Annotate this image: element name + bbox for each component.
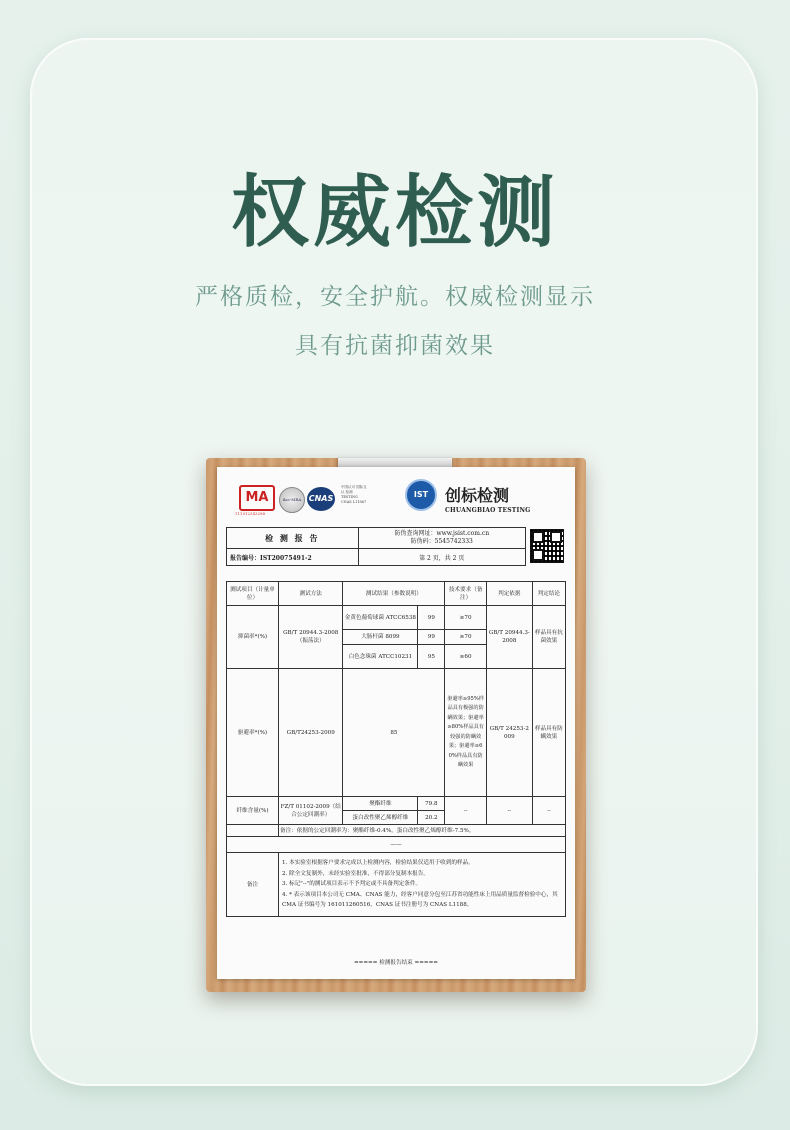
remarks-cell [278,853,565,917]
remarks-label: 备注 [227,853,279,917]
strain-requirement: ≥70 [445,606,487,630]
subtitle-line-1: 严格质检，安全护航。权威检测显示 [195,284,595,310]
verify-code: 防伪码：5545742333 [410,538,473,545]
separator-line: —— [390,841,402,848]
strain-name: 金黄色葡萄球菌 ATCC6538 [343,606,418,630]
cma-number: 111012343288 [235,512,266,516]
mite-basis: GB/T 24253-2009 [486,669,532,797]
remark-line: 4. * 表示该项目本公司无 CMA、CNAS 能力，经客户同意分包至江苏省功能性床上用品质量监督检验中心，其 CMA 证书编号为 161011260516，CNAS 证书注册号为 CNAS L1188。 [281,891,558,909]
ist-logo: IST [405,479,437,511]
separator-row [227,837,566,853]
col-header-result: 测试结果（参数说明） [343,582,445,606]
report-number [227,549,359,566]
brand-name: 创标检测 [445,486,510,505]
cnas-logo: CNAS [307,487,335,511]
results-table [226,581,566,917]
fiber-note-spacer [227,825,279,837]
strain-name: 白色念珠菌 ATCC10231 [343,645,418,669]
report-title: 检 测 报 告 [227,528,359,549]
fiber-method: FZ/T 01102-2009（结合公定回潮率） [278,797,342,825]
verify-site: 防伪查询网址：www.jsist.com.cn [394,530,490,537]
col-header-conclusion: 判定结论 [532,582,565,606]
col-header-basis: 判定依据 [486,582,532,606]
mite-result: 85 [343,669,445,797]
fiber-name: 聚酯纤维 [343,797,418,811]
strain-result: 99 [418,606,445,630]
subtitle-line-2: 具有抗菌抑菌效果 [295,333,495,359]
strain-requirement: ≥60 [445,645,487,669]
remark-line: 1. 本实验室根据客户要求完成以上检测内容，检验结果仅适用于收到的样品。 [281,860,474,867]
verify-info [358,528,525,549]
fiber-requirement: -- [445,797,487,825]
cnas-text: 中国认可 国际互认 检测 TESTING CNAS L11867 [341,485,367,504]
mite-requirement: 驱避率≥95%样品具有极强的防螨效果；驱避率≥80%样品具有较强的防螨效果；驱避率≥60%样品具有防螨效果 [445,669,487,797]
col-header-item: 测试项目（计量单位） [227,582,279,606]
cma-logo [239,485,275,511]
report-number-value: IST20075491-2 [260,554,312,562]
fiber-note: 备注：依据的公定回潮率为：聚酯纤维-0.4%，蛋白改性聚乙烯醇纤维-7.5%。 [278,825,565,837]
report-header-table [226,527,526,566]
mite-item: 驱避率*(%) [227,669,279,797]
mite-conclusion: 样品具有防螨效果 [532,669,565,797]
antibacterial-basis: GB/T 20944.3-2008 [486,606,532,669]
col-header-requirement: 技术要求（备注） [445,582,487,606]
strain-requirement: ≥70 [445,630,487,645]
strain-result: 95 [418,645,445,669]
ilac-mra-logo: ilac-MRA [279,487,305,513]
strain-name: 大肠杆菌 8099 [343,630,418,645]
remark-line: 2. 除全文复制外，未经实验室批准，不得部分复制本报告。 [281,870,429,877]
qr-code [530,529,564,563]
fiber-item: 纤维含量(%) [227,797,279,825]
fiber-value: 79.8 [418,797,445,811]
fiber-name: 蛋白改性聚乙烯醇纤维 [343,811,418,825]
col-header-method: 测试方法 [278,582,342,606]
mite-method: GB/T24253-2009 [278,669,342,797]
test-report-sheet [217,467,575,979]
fiber-value: 20.2 [418,811,445,825]
cma-logo-text: MA [245,490,269,505]
fiber-conclusion: -- [532,797,565,825]
report-end: ===== 检测报告结束 ===== [354,960,438,966]
strain-result: 99 [418,630,445,645]
brand-name-en: CHUANGBIAO TESTING [445,507,531,514]
antibacterial-item: 抑菌率*(%) [227,606,279,669]
remark-line: 3. 标记"--"的测试项目表示不予判定或不具备判定条件。 [281,881,422,888]
antibacterial-conclusion: 样品具有抗菌效果 [532,606,565,669]
fiber-basis: -- [486,797,532,825]
report-number-label: 报告编号： [230,554,261,562]
antibacterial-method: GB/T 20944.3-2008（振荡法） [278,606,342,669]
page-title: 权威检测 [230,168,559,258]
page-indicator: 第 2 页，共 2 页 [358,549,525,566]
